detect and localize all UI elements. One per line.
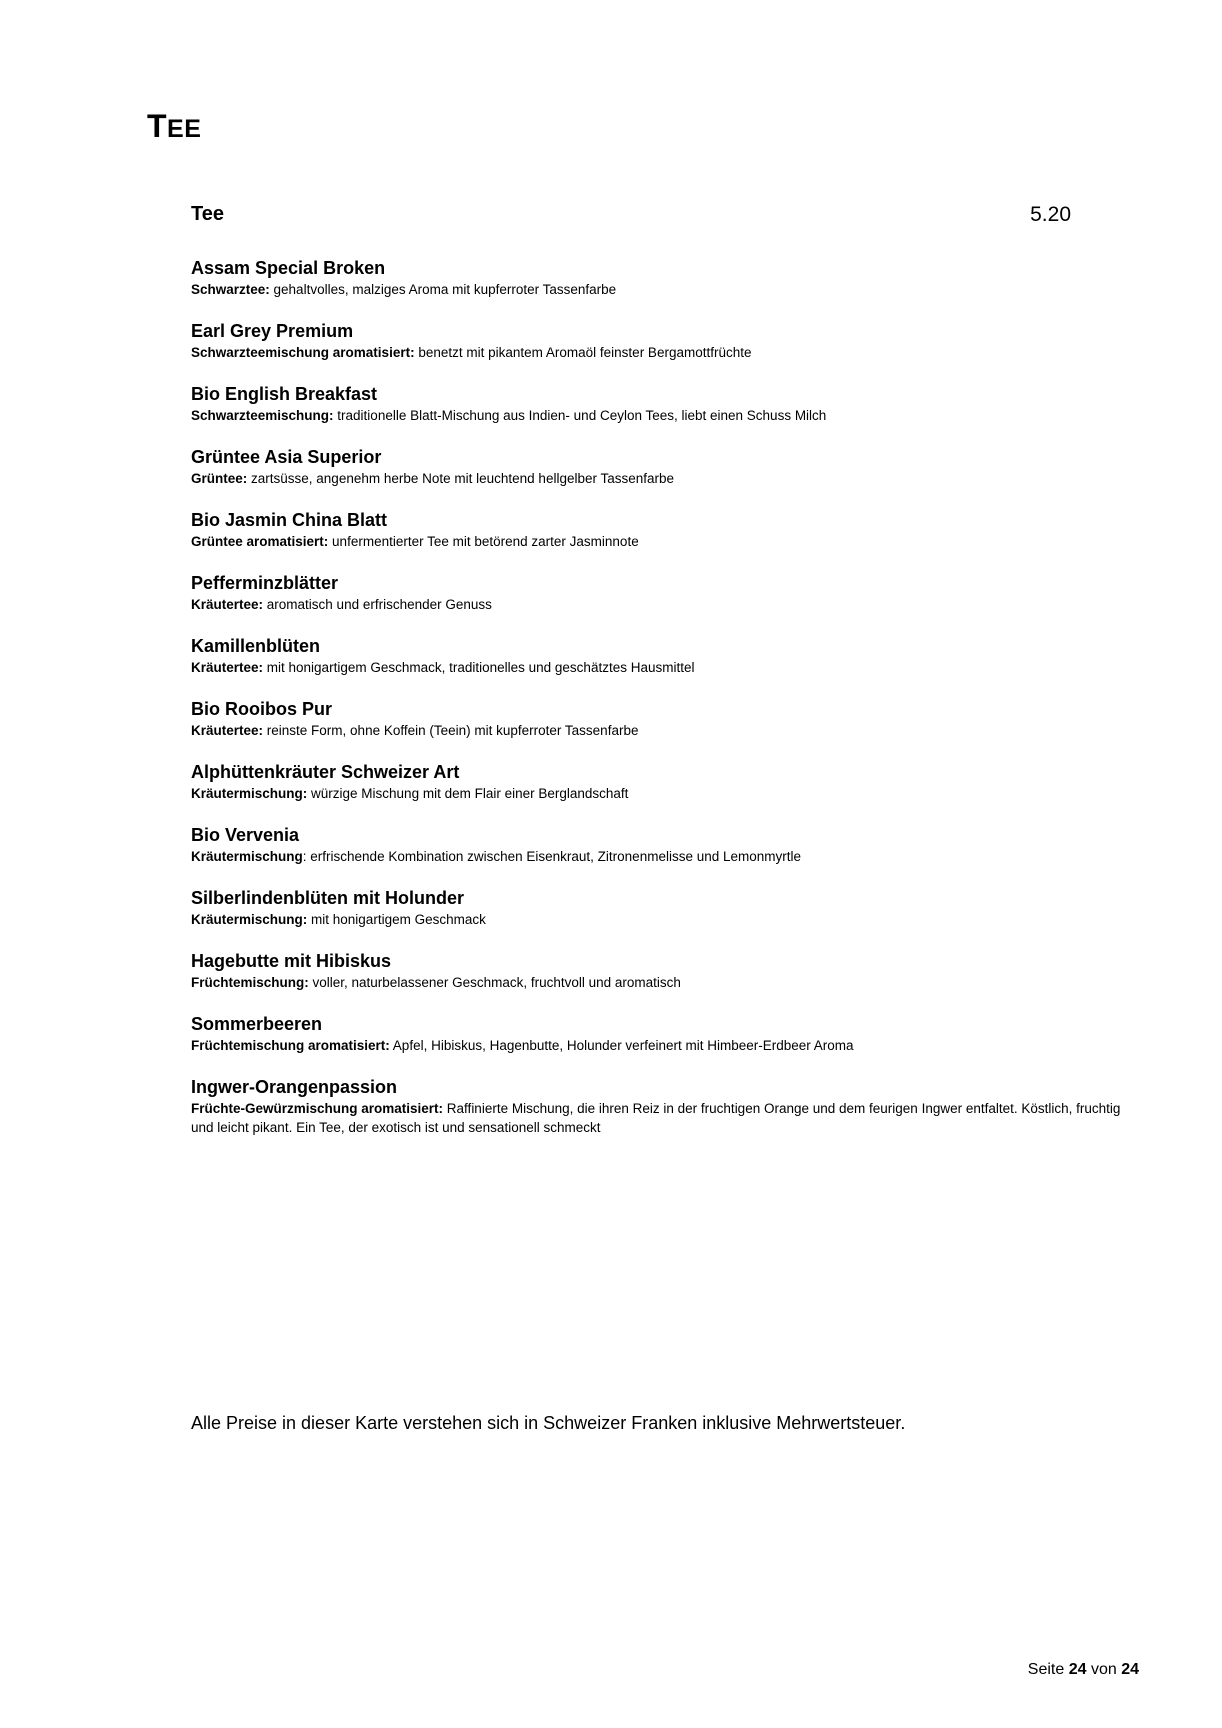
tea-description (191, 784, 1131, 803)
tea-description-text: : erfrischende Kombination zwischen Eisenkraut, Zitronenmelisse und Lemonmyrtle (302, 849, 802, 864)
tea-description (191, 721, 1131, 740)
tea-name: Hagebutte mit Hibiskus (191, 951, 392, 971)
page-title (147, 108, 201, 145)
tea-description (191, 532, 1131, 551)
tea-type: Kräutertee: (191, 723, 264, 738)
tea-type: Grüntee aromatisiert: (191, 534, 329, 549)
tea-name: Bio Vervenia (191, 825, 300, 845)
tea-type: Früchte-Gewürzmischung aromatisiert: (191, 1101, 444, 1116)
tea-description-text: Raffinierte Mischung, die ihren Reiz in der fruchtigen Orange und dem feurigen Ingwer entfaltet. Köstlich, fruchtig und leicht pikant. Ein Tee, der exotisch ist und sensationell schmeckt (191, 1101, 1121, 1135)
tea-item (191, 949, 1131, 1012)
page-title-initial: T (147, 108, 168, 144)
tea-type: Kräutertee: (191, 660, 264, 675)
tea-type: Kräutertee: (191, 597, 264, 612)
page-number-prefix: Seite (1027, 1661, 1069, 1678)
tea-description (191, 406, 1131, 425)
tea-list (191, 256, 1131, 1138)
tea-description-text: würzige Mischung mit dem Flair einer Berglandschaft (307, 786, 629, 801)
tea-description-text: mit honigartigem Geschmack, traditionelles und geschätztes Hausmittel (263, 660, 695, 675)
tea-item (191, 634, 1131, 697)
tea-item (191, 760, 1131, 823)
tea-item (191, 319, 1131, 382)
tea-item (191, 1075, 1131, 1138)
tea-name: Sommerbeeren (191, 1014, 323, 1034)
tea-name: Alphüttenkräuter Schweizer Art (191, 762, 460, 782)
tea-type: Schwarzteemischung aromatisiert: (191, 345, 415, 360)
page-number-current: 24 (1068, 1661, 1087, 1678)
page-title-rest: EE (167, 115, 202, 143)
page-number-middle: von (1086, 1661, 1122, 1678)
tea-description-text: traditionelle Blatt-Mischung aus Indien- und Ceylon Tees, liebt einen Schuss Milch (333, 408, 827, 423)
tea-description (191, 973, 1131, 992)
tea-description (191, 1036, 1131, 1055)
tea-name: Silberlindenblüten mit Holunder (191, 888, 465, 908)
tea-type: Kräutermischung (191, 849, 303, 864)
tea-item (191, 508, 1131, 571)
tea-name: Pefferminzblätter (191, 573, 339, 593)
tea-name: Grüntee Asia Superior (191, 447, 382, 467)
tea-name: Bio English Breakfast (191, 384, 378, 404)
price-disclaimer: Alle Preise in dieser Karte verstehen sich in Schweizer Franken inklusive Mehrwertsteuer. (191, 1413, 906, 1433)
tea-description (191, 910, 1131, 929)
tea-type: Kräutermischung: (191, 786, 308, 801)
tea-description-text: Apfel, Hibiskus, Hagenbutte, Holunder verfeinert mit Himbeer-Erdbeer Aroma (389, 1038, 854, 1053)
tea-description (191, 658, 1131, 677)
tea-item (191, 1012, 1131, 1075)
tea-item (191, 445, 1131, 508)
tea-type: Grüntee: (191, 471, 248, 486)
tea-item (191, 823, 1131, 886)
tea-type: Schwarztee: (191, 282, 270, 297)
tea-description-text: zartsüsse, angenehm herbe Note mit leuchtend hellgelber Tassenfarbe (247, 471, 675, 486)
tea-type: Kräutermischung: (191, 912, 308, 927)
tea-description-text: aromatisch und erfrischender Genuss (263, 597, 492, 612)
tea-type: Früchtemischung aromatisiert: (191, 1038, 390, 1053)
tea-name: Kamillenblüten (191, 636, 321, 656)
tea-description-text: mit honigartigem Geschmack (307, 912, 486, 927)
tea-description-text: benetzt mit pikantem Aromaöl feinster Bergamottfrüchte (414, 345, 752, 360)
tea-name: Bio Rooibos Pur (191, 699, 332, 719)
tea-price-row (191, 203, 1071, 231)
tea-type: Schwarzteemischung: (191, 408, 334, 423)
tea-name: Assam Special Broken (191, 258, 386, 278)
tea-price: 5.20 (1030, 203, 1071, 226)
tea-description (191, 469, 1131, 488)
tea-item (191, 886, 1131, 949)
tea-category-label: Tee (191, 203, 224, 225)
tea-description (191, 343, 1131, 362)
tea-description (191, 1099, 1131, 1137)
tea-name: Earl Grey Premium (191, 321, 354, 341)
tea-description (191, 595, 1131, 614)
tea-description-text: voller, naturbelassener Geschmack, fruchtvoll und aromatisch (308, 975, 681, 990)
tea-description-text: unfermentierter Tee mit betörend zarter Jasminnote (328, 534, 639, 549)
page-number (1028, 1661, 1139, 1679)
tea-description-text: reinste Form, ohne Koffein (Teein) mit kupferroter Tassenfarbe (263, 723, 639, 738)
tea-description-text: gehaltvolles, malziges Aroma mit kupferroter Tassenfarbe (269, 282, 617, 297)
tea-item (191, 571, 1131, 634)
tea-item (191, 382, 1131, 445)
tea-item (191, 697, 1131, 760)
tea-name: Ingwer-Orangenpassion (191, 1077, 398, 1097)
tea-description (191, 847, 1131, 866)
tea-item (191, 256, 1131, 319)
tea-name: Bio Jasmin China Blatt (191, 510, 388, 530)
tea-description (191, 280, 1131, 299)
page-number-total: 24 (1121, 1661, 1139, 1678)
tea-type: Früchtemischung: (191, 975, 309, 990)
